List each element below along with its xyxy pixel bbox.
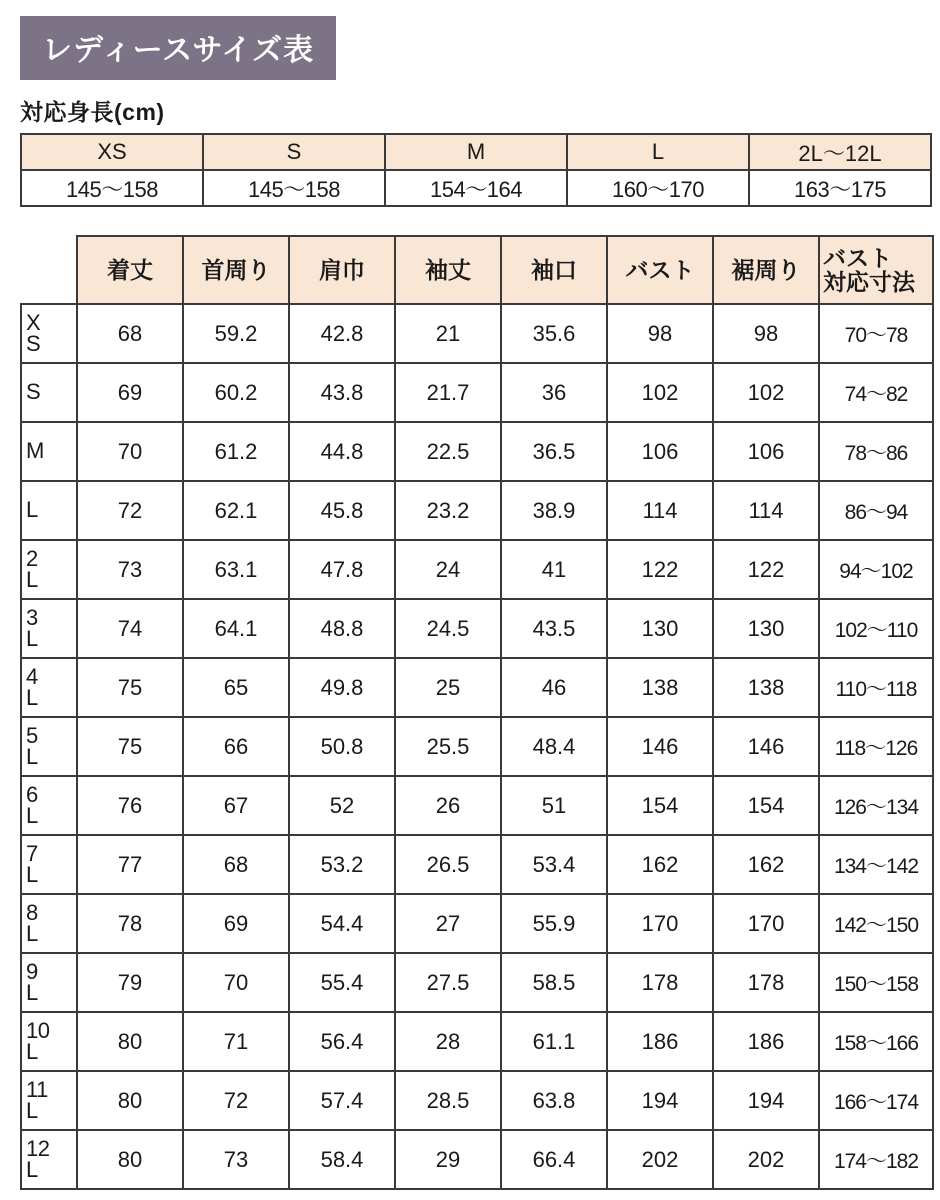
column-header-line1: バスト [823,244,892,271]
measurement-cell: 56.4 [289,1012,395,1071]
measurement-cell: 186 [713,1012,819,1071]
row-header-size [21,835,77,894]
measurement-cell: 42.8 [289,304,395,363]
measurement-cell: 25 [395,658,501,717]
row-header-size [21,717,77,776]
measurement-cell: 61.1 [501,1012,607,1071]
row-header-line1: 6 [26,781,38,807]
height-range-cell: 145〜158 [21,170,203,206]
measurement-cell: 21.7 [395,363,501,422]
measurement-cell: 65 [183,658,289,717]
measurement-cell: 134〜142 [819,835,933,894]
measurement-cell: 80 [77,1130,183,1189]
row-header-line2: L [26,979,38,1005]
height-table-header-row [21,134,931,170]
row-header-line1: 9 [26,958,38,984]
measurement-cell: 36 [501,363,607,422]
measurement-cell: 58.4 [289,1130,395,1189]
measurement-cell: 25.5 [395,717,501,776]
column-header-kubimawari: 首周り [183,236,289,304]
measurement-cell: 63.1 [183,540,289,599]
measurement-header-row [21,236,933,304]
row-header-line1: X [26,309,41,335]
measurement-cell: 49.8 [289,658,395,717]
measurement-cell: 28.5 [395,1071,501,1130]
table-row [21,481,933,540]
measurement-cell: 174〜182 [819,1130,933,1189]
measurement-cell: 57.4 [289,1071,395,1130]
measurement-cell: 106 [713,422,819,481]
row-header-line2: S [26,330,41,356]
measurement-cell: 47.8 [289,540,395,599]
column-header-susomawari: 裾周り [713,236,819,304]
measurement-cell: 71 [183,1012,289,1071]
measurement-cell: 110〜118 [819,658,933,717]
measurement-cell: 114 [607,481,713,540]
measurement-cell: 51 [501,776,607,835]
measurement-cell: 53.2 [289,835,395,894]
measurement-cell: 21 [395,304,501,363]
measurement-cell: 106 [607,422,713,481]
measurement-cell: 194 [713,1071,819,1130]
measurement-cell: 170 [607,894,713,953]
measurement-cell: 122 [607,540,713,599]
row-header-size [21,363,77,422]
measurement-cell: 72 [183,1071,289,1130]
height-size-header: XS [21,134,203,170]
measurement-cell: 23.2 [395,481,501,540]
measurement-cell: 118〜126 [819,717,933,776]
measurement-cell: 80 [77,1071,183,1130]
row-header-line1: 12 [26,1135,50,1161]
page-title: レディースサイズ表 [20,16,336,80]
measurement-cell: 69 [183,894,289,953]
row-header-line1: M [26,438,44,464]
row-header-line2: L [26,920,38,946]
measurement-cell: 77 [77,835,183,894]
measurement-cell: 46 [501,658,607,717]
measurement-cell: 69 [77,363,183,422]
row-header-line2: L [26,566,38,592]
measurement-cell: 43.8 [289,363,395,422]
measurement-cell: 73 [183,1130,289,1189]
measurement-cell: 162 [607,835,713,894]
row-header-line1: 11 [26,1076,48,1102]
height-table [20,133,932,207]
measurement-cell: 62.1 [183,481,289,540]
measurement-cell: 98 [607,304,713,363]
measurement-cell: 142〜150 [819,894,933,953]
measurement-cell: 68 [183,835,289,894]
row-header-line2: L [26,743,38,769]
measurement-cell: 130 [713,599,819,658]
row-header-line1: L [26,497,38,523]
measurement-cell: 86〜94 [819,481,933,540]
measurement-cell: 76 [77,776,183,835]
column-header-line2: 対応寸法 [823,269,915,295]
measurement-cell: 26 [395,776,501,835]
height-range-cell: 160〜170 [567,170,749,206]
table-row [21,363,933,422]
measurement-cell: 60.2 [183,363,289,422]
measurement-cell: 94〜102 [819,540,933,599]
row-header-line2: L [26,625,38,651]
measurement-cell: 98 [713,304,819,363]
height-size-header: 2L〜12L [749,134,931,170]
column-header-sodeguchi: 袖口 [501,236,607,304]
measurement-cell: 70 [183,953,289,1012]
measurement-cell: 53.4 [501,835,607,894]
row-header-size [21,481,77,540]
table-row [21,953,933,1012]
column-header-sodetake: 袖丈 [395,236,501,304]
row-header-line2: L [26,802,38,828]
measurement-cell: 22.5 [395,422,501,481]
row-header-line2: L [26,684,38,710]
measurement-cell: 70〜78 [819,304,933,363]
row-header-size [21,776,77,835]
measurement-cell: 70 [77,422,183,481]
measurement-cell: 24.5 [395,599,501,658]
measurement-cell: 74 [77,599,183,658]
measurement-cell: 178 [713,953,819,1012]
row-header-line1: 7 [26,840,38,866]
measurement-cell: 59.2 [183,304,289,363]
measurement-cell: 24 [395,540,501,599]
measurement-cell: 150〜158 [819,953,933,1012]
measurement-cell: 130 [607,599,713,658]
row-header-size [21,1012,77,1071]
table-row [21,304,933,363]
row-header-size [21,1130,77,1189]
column-header-kitake: 着丈 [77,236,183,304]
height-range-cell: 163〜175 [749,170,931,206]
measurement-cell: 194 [607,1071,713,1130]
height-size-header: S [203,134,385,170]
row-header-line1: 3 [26,604,38,630]
table-row [21,658,933,717]
row-header-size [21,540,77,599]
measurement-cell: 202 [607,1130,713,1189]
row-header-line1: S [26,379,41,405]
measurement-cell: 154 [607,776,713,835]
measurement-cell: 73 [77,540,183,599]
measurement-cell: 146 [607,717,713,776]
table-row [21,1130,933,1189]
measurement-table-body [21,304,933,1189]
measurement-cell: 202 [713,1130,819,1189]
row-header-size [21,953,77,1012]
measurement-cell: 102 [713,363,819,422]
row-header-line2: L [26,1097,38,1123]
measurement-cell: 55.4 [289,953,395,1012]
table-row [21,599,933,658]
measurement-table [20,235,934,1190]
height-size-header: L [567,134,749,170]
column-header-bust-taiou [819,236,933,304]
row-header-line1: 8 [26,899,38,925]
measurement-cell: 48.4 [501,717,607,776]
measurement-cell: 38.9 [501,481,607,540]
measurement-cell: 63.8 [501,1071,607,1130]
row-header-line1: 4 [26,663,38,689]
measurement-cell: 67 [183,776,289,835]
measurement-cell: 50.8 [289,717,395,776]
column-header-katahaba: 肩巾 [289,236,395,304]
measurement-cell: 158〜166 [819,1012,933,1071]
height-section-label: 対応身長(cm) [20,99,165,125]
measurement-cell: 27.5 [395,953,501,1012]
measurement-cell: 54.4 [289,894,395,953]
measurement-cell: 146 [713,717,819,776]
measurement-cell: 122 [713,540,819,599]
measurement-cell: 126〜134 [819,776,933,835]
table-row [21,1012,933,1071]
measurement-cell: 74〜82 [819,363,933,422]
row-header-size [21,304,77,363]
measurement-cell: 72 [77,481,183,540]
row-header-line2: L [26,1038,38,1064]
row-header-line1: 2 [26,545,38,571]
measurement-cell: 36.5 [501,422,607,481]
measurement-cell: 114 [713,481,819,540]
measurement-cell: 102〜110 [819,599,933,658]
measurement-cell: 52 [289,776,395,835]
measurement-cell: 64.1 [183,599,289,658]
measurement-cell: 58.5 [501,953,607,1012]
measurement-cell: 78〜86 [819,422,933,481]
measurement-cell: 79 [77,953,183,1012]
measurement-cell: 28 [395,1012,501,1071]
table-row [21,422,933,481]
height-range-cell: 145〜158 [203,170,385,206]
measurement-cell: 138 [607,658,713,717]
measurement-cell: 75 [77,717,183,776]
measurement-cell: 138 [713,658,819,717]
measurement-cell: 68 [77,304,183,363]
row-header-size [21,599,77,658]
height-range-cell: 154〜164 [385,170,567,206]
row-header-line2: L [26,861,38,887]
row-header-size [21,1071,77,1130]
row-header-line1: 10 [26,1017,50,1043]
measurement-cell: 78 [77,894,183,953]
measurement-cell: 170 [713,894,819,953]
measurement-cell: 27 [395,894,501,953]
table-row [21,1071,933,1130]
measurement-cell: 35.6 [501,304,607,363]
row-header-size [21,894,77,953]
measurement-cell: 102 [607,363,713,422]
measurement-cell: 80 [77,1012,183,1071]
measurement-cell: 41 [501,540,607,599]
table-row [21,835,933,894]
row-header-size [21,658,77,717]
measurement-cell: 154 [713,776,819,835]
measurement-cell: 48.8 [289,599,395,658]
measurement-cell: 66.4 [501,1130,607,1189]
measurement-cell: 66 [183,717,289,776]
column-header-bust: バスト [607,236,713,304]
measurement-cell: 44.8 [289,422,395,481]
measurement-cell: 75 [77,658,183,717]
measurement-cell: 178 [607,953,713,1012]
row-header-line1: 5 [26,722,38,748]
measurement-cell: 162 [713,835,819,894]
table-row [21,717,933,776]
table-row [21,894,933,953]
measurement-cell: 166〜174 [819,1071,933,1130]
measurement-cell: 186 [607,1012,713,1071]
table-corner-cell [21,236,77,304]
measurement-cell: 55.9 [501,894,607,953]
measurement-cell: 45.8 [289,481,395,540]
height-size-header: M [385,134,567,170]
measurement-cell: 26.5 [395,835,501,894]
height-table-row [21,170,931,206]
table-row [21,776,933,835]
measurement-cell: 29 [395,1130,501,1189]
row-header-size [21,422,77,481]
row-header-line2: L [26,1156,38,1182]
measurement-cell: 61.2 [183,422,289,481]
measurement-cell: 43.5 [501,599,607,658]
table-row [21,540,933,599]
